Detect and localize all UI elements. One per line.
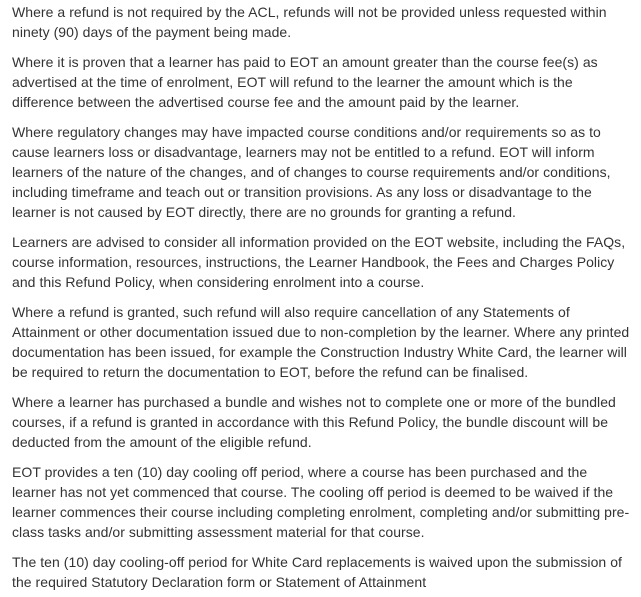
paragraph-cooling-off: EOT provides a ten (10) day cooling off period, where a course has been purchased and the learner has not yet commenced that course. The cooling off period is deemed to be waived if the learner commences their course including completing enrolment, completing and/or submitting pre-class tasks and/or submitting assessment material for that course. bbox=[12, 464, 630, 540]
paragraph-white-card-cooling-off: The ten (10) day cooling-off period for White Card replacements is waived upon the submission of the required Statutory Declaration form or Statement of Attainment bbox=[12, 554, 622, 590]
paragraph-overpayment: Where it is proven that a learner has paid to EOT an amount greater than the course fee(s) as advertised at the time of enrolment, EOT will refund to the learner the amount which is the difference between the advertised course fee and the amount paid by the learner. bbox=[12, 54, 598, 110]
paragraph-consider-information: Learners are advised to consider all information provided on the EOT website, including the FAQs, course information, resources, instructions, the Learner Handbook, the Fees and Charges Policy and this Refund Policy, when considering enrolment into a course. bbox=[12, 234, 626, 290]
paragraph-bundle-discount: Where a learner has purchased a bundle and wishes not to complete one or more of the bundled courses, if a refund is granted in accordance with this Refund Policy, the bundle discount will be deducted from the amount of the eligible refund. bbox=[12, 394, 616, 450]
paragraph-refund-cancellation: Where a refund is granted, such refund will also require cancellation of any Statements of Attainment or other documentation issued due to non-completion by the learner. Where any printed documentation has been issued, for example the Construction Industry White Card, the learner will be required to return the documentation to EOT, before the refund can be finalised. bbox=[12, 304, 630, 380]
paragraph-regulatory-changes: Where regulatory changes may have impacted course conditions and/or requirements so as to cause learners loss or disadvantage, learners may not be entitled to a refund. EOT will inform learners of the nature of the changes, and of changes to course requirements and/or conditions, including timeframe and teach out or transition provisions. As any loss or disadvantage to the learner is not caused by EOT directly, there are no grounds for granting a refund. bbox=[12, 124, 611, 220]
paragraph-acl-refund: Where a refund is not required by the ACL, refunds will not be provided unless requested within ninety (90) days of the payment being made. bbox=[12, 4, 607, 40]
